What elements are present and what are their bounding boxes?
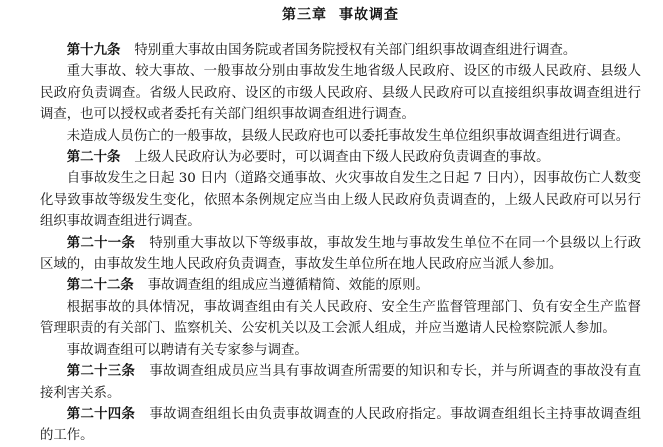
paragraph-article-19 [40,40,641,61]
paragraph [40,168,641,232]
article-number: 第二十三条 [66,364,136,380]
paragraph-text: 事故调查组组长由负责事故调查的人民政府指定。事故调查组组长主持事故调查组的工作。 [40,406,642,444]
article-number: 第十九条 [66,43,121,58]
article-number: 第二十条 [66,150,121,166]
chapter-number: 第三章 [282,7,327,23]
paragraph [40,61,641,125]
paragraph-text: 特别重大事故由国务院或者国务院授权有关部门组织事故调查组进行调查。 [134,43,577,58]
paragraph [40,340,641,361]
paragraph-text: 未造成人员伤亡的一般事故，县级人民政府也可以委托事故发生单位组织事故调查组进行调查。 [66,128,630,144]
paragraph-article-20 [40,147,641,168]
paragraph-text: 事故调查组成员应当具有事故调查所需要的知识和专长，并与所调查的事故没有直接利害关系。 [40,364,642,401]
article-number: 第二十二条 [66,278,134,294]
paragraph-text: 事故调查组可以聘请有关专家参与调查。 [66,342,308,358]
article-number: 第二十四条 [66,406,136,422]
article-number: 第二十一条 [66,235,136,251]
paragraph [40,126,641,147]
paragraph-article-21 [40,233,641,276]
paragraph-article-24 [40,404,641,447]
chapter-title: 事故调查 [339,7,399,23]
paragraph-article-22 [40,275,641,296]
chapter-heading [40,4,641,26]
paragraph-text: 重大事故、较大事故、一般事故分别由事故发生地省级人民政府、设区的市级人民政府、县级人民政府负责调查。省级人民政府、设区的市级人民政府、县级人民政府可以直接组织事故调查组进行调查，也可以授权或者委托有关部门组织事故调查组进行调查。 [40,64,641,123]
paragraph [40,297,641,340]
paragraph-text: 上级人民政府认为必要时，可以调查由下级人民政府负责调查的事故。 [134,150,550,166]
document-body [40,40,641,447]
paragraph-text: 根据事故的具体情况，事故调查组由有关人民政府、安全生产监督管理部门、负有安全生产监督管理职责的有关部门、监察机关、公安机关以及工会派人组成，并应当邀请人民检察院派人参加。 [40,299,641,337]
paragraph-article-23 [40,361,641,404]
paragraph-text: 自事故发生之日起 30 日内（道路交通事故、火灾事故自发生之日起 7 日内），因事故伤亡人数变化导致事故等级发生变化，依照本条例规定应当由上级人民政府负责调查的，上级人民政府可以另行组织事故调查组进行调查。 [40,171,641,230]
paragraph-text: 事故调查组的组成应当遵循精简、效能的原则。 [147,278,429,294]
paragraph-text: 特别重大事故以下等级事故，事故发生地与事故发生单位不在同一个县级以上行政区域的，由事故发生地人民政府负责调查，事故发生单位所在地人民政府应当派人参加。 [40,235,642,273]
